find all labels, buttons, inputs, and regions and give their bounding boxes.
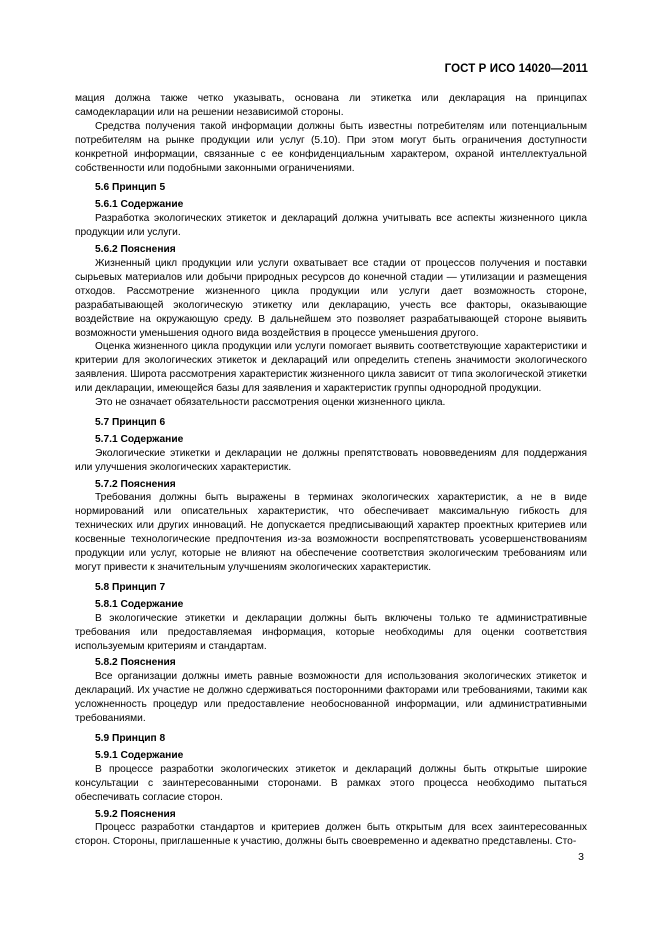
- section-heading: 5.9 Принцип 8: [95, 732, 166, 744]
- subsection-heading: 5.6.2 Пояснения: [95, 244, 176, 256]
- paragraph: Средства получения такой информации должны быть известны потребителям или потенциальным потребителям на рынке продукции или услуг (5.10). При этом могут быть ограничения доступности конкретной информации, связанные с ее конфиденциальным характером, охраной интеллектуальной собственности или подобными законными ограничениями.: [75, 120, 587, 174]
- document-header: ГОСТ Р ИСО 14020—2011: [444, 63, 588, 75]
- subsection-heading: 5.9.1 Содержание: [95, 749, 184, 761]
- paragraph: мация должна также четко указывать, основана ли этикетка или декларация на принципах самодекларации или на решении независимой стороны.: [75, 93, 587, 118]
- paragraph: Экологические этикетки и декларации не должны препятствовать нововведениям для поддержания или улучшения экологических характеристик.: [75, 447, 587, 473]
- paragraph: Жизненный цикл продукции или услуги охватывает все стадии от процессов получения и поставки сырьевых материалов или добычи природных ресурсов до конечной стадии — утилизации и размещения отходов. Рассмотрение жизненного цикла продукции или услуги дает возможность стороне, разрабатывающей экологическую этикетку или декларацию, учесть все факторы, оказывающие воздействие на окружающую среду. В дальнейшем это позволяет разрабатывающей стороне выявить возможности уменьшения одного вида воздействия в процессе уменьшения другого.: [75, 257, 587, 339]
- paragraph: Требования должны быть выражены в терминах экологических характеристик, а не в виде нормирований или описательных характеристик, что обеспечивает максимальную гибкость для технических или других инноваций. Не допускается предписывающий характер проектных критериев или косвенные технологические предпочтения из-за возможности воспрепятствовать усовершенствованиям продукции или услуг, которые не влияют на обеспечение соответствия экологическим требованиям или могут привести к значительным улучшениям экологических характеристик.: [75, 492, 587, 573]
- section-heading: 5.7 Принцип 6: [95, 416, 166, 428]
- section-heading: 5.6 Принцип 5: [95, 182, 166, 194]
- section-heading: 5.8 Принцип 7: [95, 581, 166, 593]
- document-body: [75, 92, 587, 849]
- subsection-heading: 5.6.1 Содержание: [95, 199, 184, 211]
- paragraph: В экологические этикетки и декларации должны быть включены только те административные требования или предоставляемая информация, которые необходимы для оценки соответствия используемым критериям и стандартам.: [75, 612, 587, 652]
- paragraph: В процессе разработки экологических этикеток и деклараций должны быть открытые широкие консультации с заинтересованными сторонами. В рамках этого процесса необходимо пытаться обеспечивать согласие сторон.: [75, 763, 587, 803]
- paragraph: Все организации должны иметь равные возможности для использования экологических этикеток и деклараций. Их участие не должно сдерживаться посторонними факторами или требованиями, такими как усложненность процедур или предоставление необоснованной информации, или административными требованиями.: [75, 671, 587, 725]
- subsection-heading: 5.7.2 Пояснения: [95, 478, 176, 490]
- paragraph: Это не означает обязательности рассмотрения оценки жизненного цикла.: [95, 397, 446, 409]
- subsection-heading: 5.8.1 Содержание: [95, 598, 184, 610]
- subsection-heading: 5.7.1 Содержание: [95, 433, 184, 445]
- paragraph: Оценка жизненного цикла продукции или услуги помогает выявить соответствующие характеристики и критерии для экологических этикеток и деклараций или определить степень значимости экологического заявления. Широта рассмотрения характеристик жизненного цикла зависит от типа экологической этикетки или декларации, имеющейся базы для заявления и характеристик группы однородной продукции.: [75, 341, 587, 395]
- subsection-heading: 5.8.2 Пояснения: [95, 657, 176, 669]
- paragraph: Разработка экологических этикеток и деклараций должна учитывать все аспекты жизненного цикла продукции или услуги.: [75, 213, 587, 239]
- paragraph: Процесс разработки стандартов и критериев должен быть открытым для всех заинтересованных сторон. Стороны, приглашенные к участию, должны быть своевременно и адекватно представлены. Сто-: [75, 822, 587, 848]
- subsection-heading: 5.9.2 Пояснения: [95, 808, 176, 820]
- page-number: 3: [578, 851, 584, 863]
